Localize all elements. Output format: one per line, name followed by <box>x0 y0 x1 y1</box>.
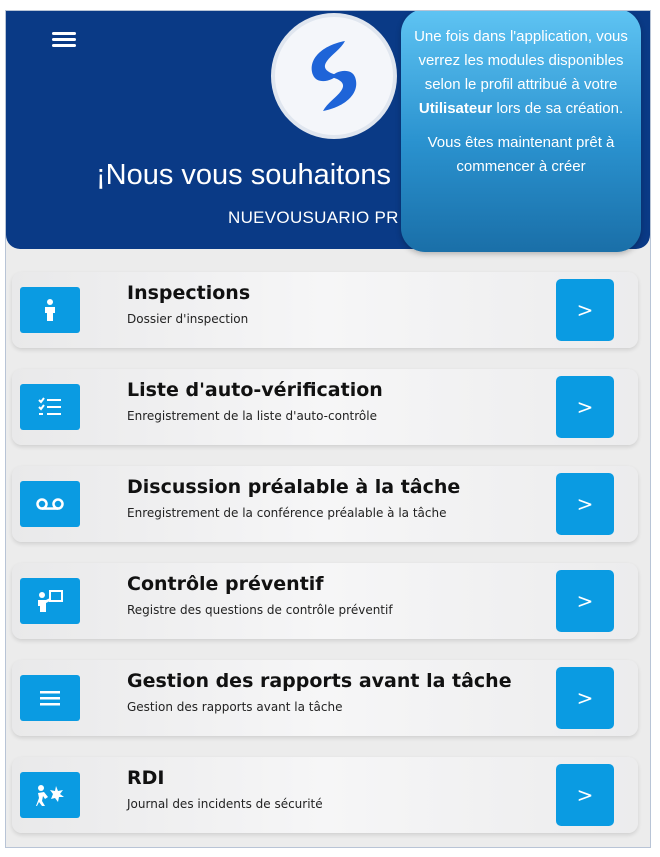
app-frame <box>5 10 651 848</box>
voicemail-icon <box>20 481 80 527</box>
person-icon <box>20 287 80 333</box>
module-subtitle: Dossier d'inspection <box>127 312 249 326</box>
module-subtitle: Enregistrement de la conférence préalable à la tâche <box>127 506 447 520</box>
tooltip-text: lors de sa création. <box>492 100 624 117</box>
username-text: NUEVOUSUARIO PR <box>228 208 399 227</box>
module-subtitle: Registre des questions de contrôle préventif <box>127 603 393 617</box>
module-title: Gestion des rapports avant la tâche <box>127 670 512 692</box>
module-title: Liste d'auto-vérification <box>127 379 383 401</box>
module-card-rdi[interactable] <box>12 757 638 833</box>
tooltip-paragraph-1 <box>413 25 629 121</box>
tooltip-paragraph-2: Vous êtes maintenant prêt à commencer à créer <box>427 134 615 175</box>
module-subtitle: Journal des incidents de sécurité <box>127 797 323 811</box>
list-icon <box>20 675 80 721</box>
module-card-inspections[interactable] <box>12 272 638 348</box>
onboarding-tooltip <box>401 10 641 252</box>
module-card-checklist[interactable] <box>12 369 638 445</box>
open-module-button[interactable]: > <box>556 570 614 632</box>
hamburger-menu-icon[interactable] <box>52 29 76 49</box>
module-card-preventive-control[interactable] <box>12 563 638 639</box>
module-title: Inspections <box>127 282 251 304</box>
open-module-button[interactable]: > <box>556 376 614 438</box>
module-card-discussion[interactable] <box>12 466 638 542</box>
tooltip-text: Une fois dans l'application, vous verrez les modules disponibles selon le profil attribué à votre <box>414 28 628 93</box>
logo-swoosh-icon <box>293 35 375 117</box>
module-card-reports[interactable] <box>12 660 638 736</box>
module-subtitle: Enregistrement de la liste d'auto-contrôle <box>127 409 377 423</box>
module-title: Discussion préalable à la tâche <box>127 476 461 498</box>
module-title: RDI <box>127 767 165 789</box>
open-module-button[interactable]: > <box>556 764 614 826</box>
open-module-button[interactable]: > <box>556 473 614 535</box>
welcome-text: ¡Nous vous souhaitons <box>96 159 391 191</box>
app-logo <box>271 13 397 139</box>
open-module-button[interactable]: > <box>556 667 614 729</box>
module-title: Contrôle préventif <box>127 573 324 595</box>
open-module-button[interactable]: > <box>556 279 614 341</box>
tooltip-bold-text: Utilisateur <box>418 100 493 117</box>
checklist-icon <box>20 384 80 430</box>
presenter-icon <box>20 578 80 624</box>
incident-icon <box>20 772 80 818</box>
module-subtitle: Gestion des rapports avant la tâche <box>127 700 343 714</box>
